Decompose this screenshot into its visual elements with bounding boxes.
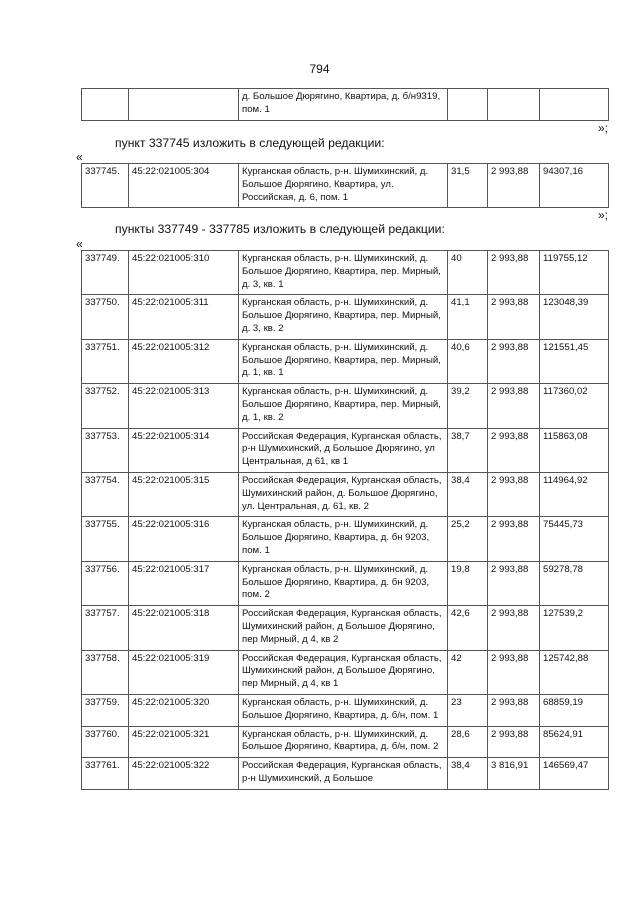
table-row (82, 726, 609, 758)
table-row (82, 758, 609, 790)
cadastral-cell: 45:22:021005:320 (129, 694, 239, 726)
cadastral-cell: 45:22:021005:316 (129, 517, 239, 561)
table-row (82, 606, 609, 650)
area-cell (448, 89, 488, 121)
rate-cell: 2 993,88 (488, 726, 540, 758)
table-row (82, 164, 609, 208)
rate-cell: 2 993,88 (488, 339, 540, 383)
table-row (82, 251, 609, 295)
cadastral-cell: 45:22:021005:319 (129, 650, 239, 694)
rate-cell: 2 993,88 (488, 384, 540, 428)
page-number: 794 (309, 62, 330, 76)
rate-cell: 2 993,88 (488, 251, 540, 295)
cadastral-cell (129, 89, 239, 121)
cadastral-cell: 45:22:021005:317 (129, 561, 239, 605)
table-row (82, 650, 609, 694)
area-cell: 40,6 (448, 339, 488, 383)
value-cell: 114964,92 (540, 472, 609, 516)
rate-cell (488, 89, 540, 121)
rate-cell: 2 993,88 (488, 517, 540, 561)
cadastral-cell: 45:22:021005:315 (129, 472, 239, 516)
area-cell: 38,4 (448, 758, 488, 790)
address-cell: Российская Федерация, Курганская область, Шумихинский район, д. Большое Дюрягино, ул. Центральная, д. 61, кв. 2 (239, 472, 448, 516)
rate-cell: 2 993,88 (488, 428, 540, 472)
table-row (82, 339, 609, 383)
value-cell: 125742,88 (540, 650, 609, 694)
address-cell: Курганская область, р-н. Шумихинский, д. Большое Дюрягино, Квартира, д. бн 9203, пом. 1 (239, 517, 448, 561)
address-cell: Курганская область, р-н. Шумихинский, д. Большое Дюрягино, Квартира, ул. Российская, д. 6, пом. 1 (239, 164, 448, 208)
value-cell: 94307,16 (540, 164, 609, 208)
address-cell: Курганская область, р-н. Шумихинский, д. Большое Дюрягино, Квартира, пер. Мирный, д. 1, кв. 2 (239, 384, 448, 428)
area-cell: 28,6 (448, 726, 488, 758)
num-cell: 337758. (82, 650, 129, 694)
table-row (82, 89, 609, 121)
cadastral-cell: 45:22:021005:321 (129, 726, 239, 758)
address-cell: Российская Федерация, Курганская область, р-н Шумихинский, д Большое Дюрягино, ул Центральная, д 61, кв 1 (239, 428, 448, 472)
rate-cell: 2 993,88 (488, 295, 540, 339)
table-items-337749-337761 (81, 250, 609, 790)
cadastral-cell: 45:22:021005:322 (129, 758, 239, 790)
cadastral-cell: 45:22:021005:318 (129, 606, 239, 650)
opening-quote: « (76, 237, 83, 251)
area-cell: 25,2 (448, 517, 488, 561)
table-row (82, 428, 609, 472)
rate-cell: 2 993,88 (488, 694, 540, 726)
num-cell: 337761. (82, 758, 129, 790)
rate-cell: 2 993,88 (488, 561, 540, 605)
num-cell: 337757. (82, 606, 129, 650)
table-row (82, 561, 609, 605)
area-cell: 31,5 (448, 164, 488, 208)
address-cell: Курганская область, р-н. Шумихинский, д. Большое Дюрягино, Квартира, пер. Мирный, д. 1, кв. 1 (239, 339, 448, 383)
address-cell: Курганская область, р-н. Шумихинский, д. Большое Дюрягино, Квартира, д. бн 9203, пом. 2 (239, 561, 448, 605)
area-cell: 23 (448, 694, 488, 726)
instruction-text-2: пункты 337749 - 337785 изложить в следующей редакции: (115, 222, 445, 236)
address-cell: д. Большое Дюрягино, Квартира, д. б/н9319, пом. 1 (239, 89, 448, 121)
value-cell: 115863,08 (540, 428, 609, 472)
num-cell: 337755. (82, 517, 129, 561)
table-row (82, 295, 609, 339)
cadastral-cell: 45:22:021005:313 (129, 384, 239, 428)
value-cell: 117360,02 (540, 384, 609, 428)
num-cell: 337749. (82, 251, 129, 295)
closing-quote: »; (598, 208, 609, 222)
table-row (82, 384, 609, 428)
table-item-337745 (81, 163, 609, 208)
area-cell: 38,4 (448, 472, 488, 516)
value-cell: 75445,73 (540, 517, 609, 561)
area-cell: 42,6 (448, 606, 488, 650)
cadastral-cell: 45:22:021005:304 (129, 164, 239, 208)
table-row (82, 517, 609, 561)
address-cell: Курганская область, р-н. Шумихинский, д. Большое Дюрягино, Квартира, пер. Мирный, д. 3, кв. 2 (239, 295, 448, 339)
area-cell: 39,2 (448, 384, 488, 428)
area-cell: 42 (448, 650, 488, 694)
area-cell: 19,8 (448, 561, 488, 605)
value-cell: 121551,45 (540, 339, 609, 383)
num-cell: 337752. (82, 384, 129, 428)
table-row (82, 472, 609, 516)
opening-quote: « (76, 150, 83, 164)
address-cell: Российская Федерация, Курганская область, р-н Шумихинский, д Большое (239, 758, 448, 790)
num-cell: 337756. (82, 561, 129, 605)
area-cell: 38,7 (448, 428, 488, 472)
address-cell: Российская Федерация, Курганская область, Шумихинский район, д Большое Дюрягино, пер Мирный, д 4, кв 1 (239, 650, 448, 694)
num-cell: 337745. (82, 164, 129, 208)
num-cell: 337754. (82, 472, 129, 516)
address-cell: Курганская область, р-н. Шумихинский, д. Большое Дюрягино, Квартира, пер. Мирный, д. 3, кв. 1 (239, 251, 448, 295)
value-cell (540, 89, 609, 121)
address-cell: Курганская область, р-н. Шумихинский, д. Большое Дюрягино, Квартира, д. б/н, пом. 2 (239, 726, 448, 758)
value-cell: 123048,39 (540, 295, 609, 339)
rate-cell: 2 993,88 (488, 606, 540, 650)
num-cell: 337760. (82, 726, 129, 758)
value-cell: 146569,47 (540, 758, 609, 790)
instruction-text-1: пункт 337745 изложить в следующей редакции: (115, 136, 385, 150)
rate-cell: 3 816,91 (488, 758, 540, 790)
rate-cell: 2 993,88 (488, 164, 540, 208)
area-cell: 40 (448, 251, 488, 295)
rate-cell: 2 993,88 (488, 472, 540, 516)
value-cell: 119755,12 (540, 251, 609, 295)
num-cell: 337751. (82, 339, 129, 383)
num-cell: 337759. (82, 694, 129, 726)
cadastral-cell: 45:22:021005:311 (129, 295, 239, 339)
closing-quote: »; (598, 121, 609, 135)
address-cell: Российская Федерация, Курганская область, Шумихинский район, д Большое Дюрягино, пер Мирный, д 4, кв 2 (239, 606, 448, 650)
table-row (82, 694, 609, 726)
cadastral-cell: 45:22:021005:314 (129, 428, 239, 472)
area-cell: 41,1 (448, 295, 488, 339)
cadastral-cell: 45:22:021005:310 (129, 251, 239, 295)
value-cell: 127539,2 (540, 606, 609, 650)
num-cell (82, 89, 129, 121)
value-cell: 59278,78 (540, 561, 609, 605)
value-cell: 85624,91 (540, 726, 609, 758)
address-cell: Курганская область, р-н. Шумихинский, д. Большое Дюрягино, Квартира, д. б/н, пом. 1 (239, 694, 448, 726)
num-cell: 337753. (82, 428, 129, 472)
num-cell: 337750. (82, 295, 129, 339)
rate-cell: 2 993,88 (488, 650, 540, 694)
cadastral-cell: 45:22:021005:312 (129, 339, 239, 383)
value-cell: 68859,19 (540, 694, 609, 726)
fragment-table (81, 88, 609, 121)
